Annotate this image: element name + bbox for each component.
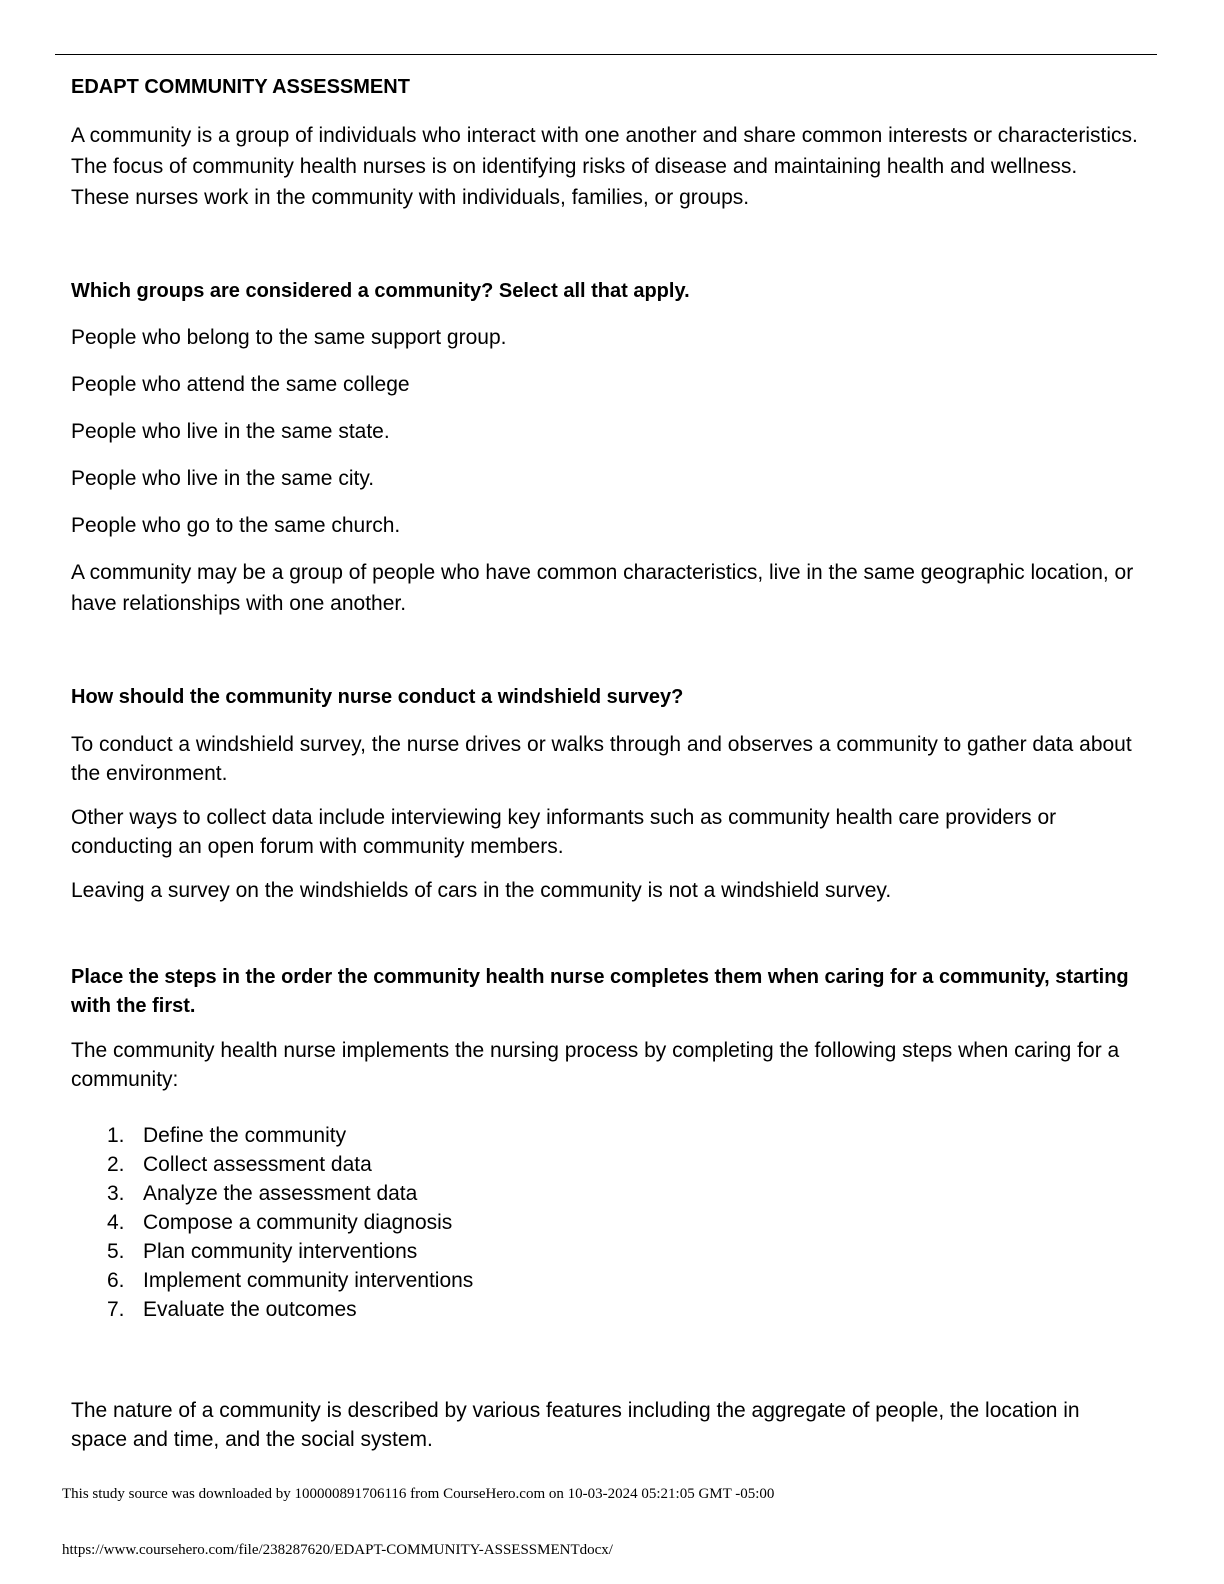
- question-1: Which groups are considered a community? Select all that apply.: [71, 280, 690, 302]
- question-3: Place the steps in the order the community health nurse completes them when caring for a community, starting with the first.: [71, 966, 1129, 1017]
- step-item: 7. Evaluate the outcomes: [107, 1298, 357, 1321]
- document-title: EDAPT COMMUNITY ASSESSMENT: [71, 76, 410, 98]
- question-3-lead: The community health nurse implements the nursing process by completing the following steps when caring for a community:: [71, 1039, 1120, 1091]
- document-body: [71, 74, 1141, 1454]
- option-3: People who live in the same state.: [71, 420, 390, 443]
- question-2-answer-3: Leaving a survey on the windshields of cars in the community is not a windshield survey.: [71, 879, 892, 902]
- source-url[interactable]: https://www.coursehero.com/file/238287620/EDAPT-COMMUNITY-ASSESSMENTdocx/: [62, 1542, 613, 1558]
- option-1: People who belong to the same support group.: [71, 326, 507, 349]
- question-2-answer-2: Other ways to collect data include interviewing key informants such as community health care providers or conducting an open forum with community members.: [71, 806, 1057, 858]
- option-2: People who attend the same college: [71, 373, 410, 396]
- step-item: 6. Implement community interventions: [107, 1269, 474, 1292]
- option-5: People who go to the same church.: [71, 514, 401, 537]
- step-item: 5. Plan community interventions: [107, 1240, 418, 1263]
- question-2: How should the community nurse conduct a windshield survey?: [71, 686, 684, 708]
- step-item: 2. Collect assessment data: [107, 1153, 372, 1176]
- header-rule: [55, 54, 1157, 55]
- step-item: 4. Compose a community diagnosis: [107, 1211, 453, 1234]
- option-4: People who live in the same city.: [71, 467, 375, 490]
- step-item: 1. Define the community: [107, 1124, 347, 1147]
- steps-list: [71, 1121, 1141, 1324]
- closing-paragraph: The nature of a community is described by various features including the aggregate of people, the location in space and time, and the social system.: [71, 1399, 1080, 1451]
- intro-paragraph: A community is a group of individuals who interact with one another and share common interests or characteristics. The focus of community health nurses is on identifying risks of disease and maintaining health and wellness. These nurses work in the community with individuals, families, or groups.: [71, 124, 1138, 209]
- question-1-explanation: A community may be a group of people who have common characteristics, live in the same geographic location, or have relationships with one another.: [71, 561, 1134, 615]
- download-notice: This study source was downloaded by 100000891706116 from CourseHero.com on 10-03-2024 05:21:05 GMT -05:00: [62, 1486, 775, 1502]
- question-2-answer-1: To conduct a windshield survey, the nurse drives or walks through and observes a community to gather data about the environment.: [71, 733, 1132, 785]
- step-item: 3. Analyze the assessment data: [107, 1182, 418, 1205]
